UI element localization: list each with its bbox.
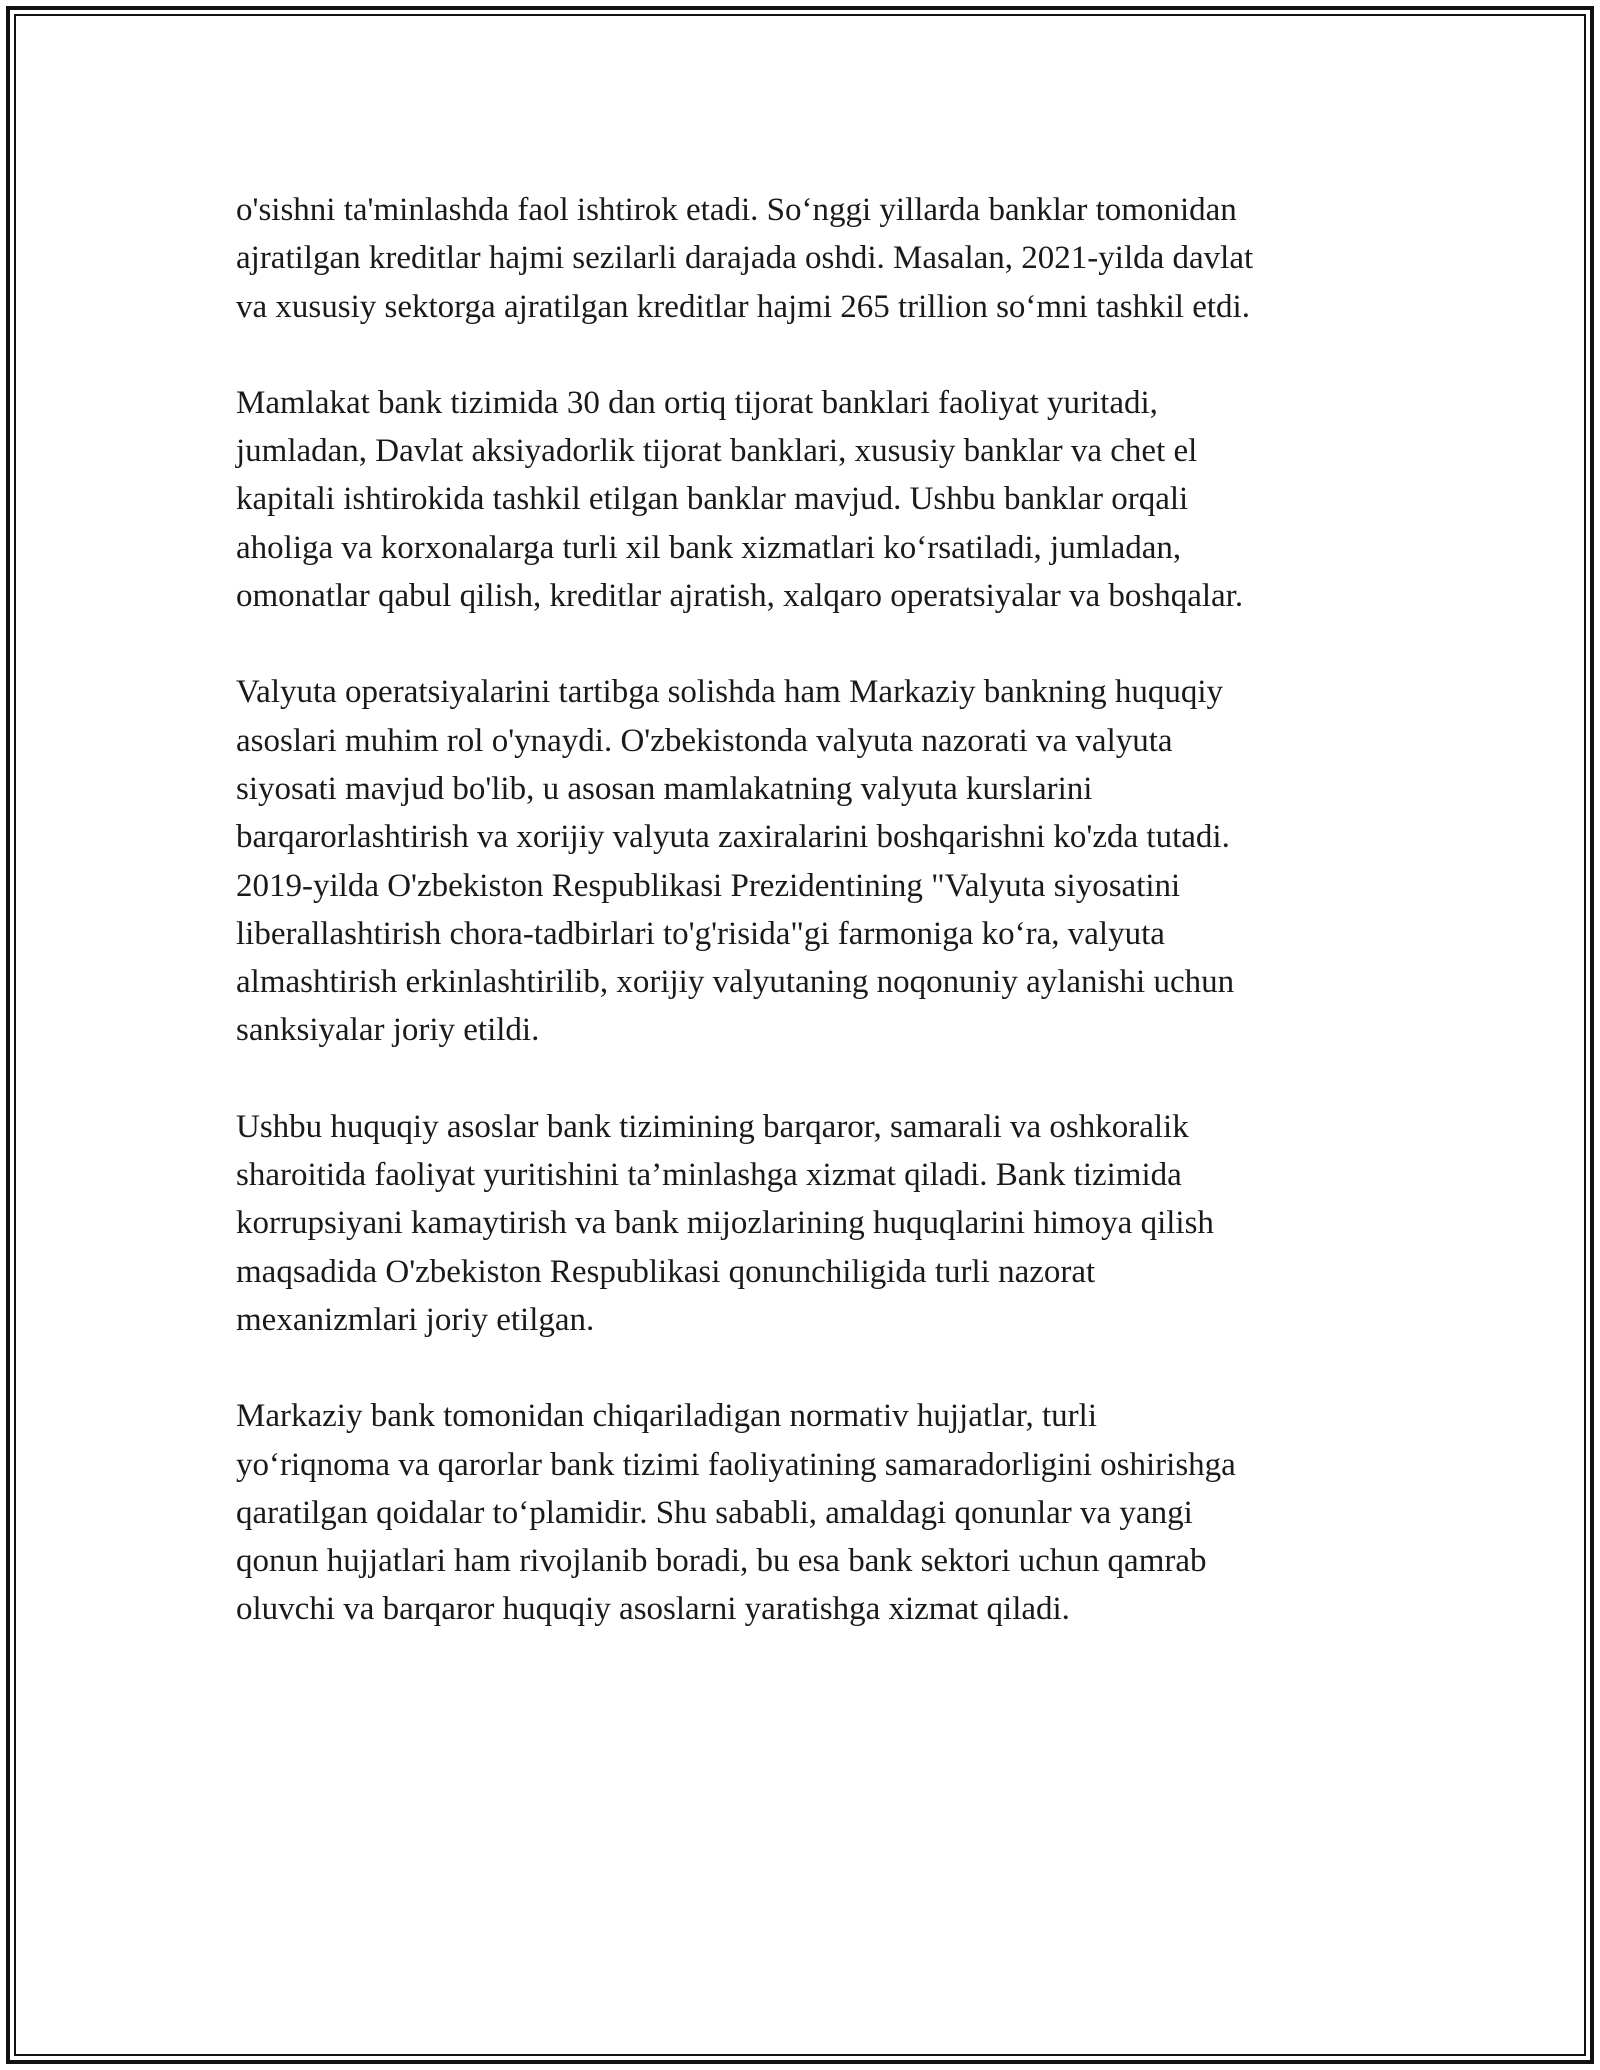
text-line: jumladan, Davlat aksiyadorlik tijorat banklari, xususiy banklar va chet el — [236, 433, 1198, 470]
text-line: sharoitida faoliyat yuritishini ta’minlashga xizmat qiladi. Bank tizimida — [236, 1157, 1182, 1194]
text-line: qaratilgan qoidalar to‘plamidir. Shu sababli, amaldagi qonunlar va yangi — [236, 1494, 1193, 1531]
text-line: sanksiyalar joriy etildi. — [236, 1012, 540, 1049]
text-line: omonatlar qabul qilish, kreditlar ajratish, xalqaro operatsiyalar va boshqalar. — [236, 578, 1244, 615]
text-line: yo‘riqnoma va qarorlar bank tizimi faoliyatining samaradorligini oshirishga — [236, 1446, 1236, 1483]
paragraph-1 — [236, 186, 1376, 331]
text-line: va xususiy sektorga ajratilgan kreditlar hajmi 265 trillion so‘mni tashkil etdi. — [236, 288, 1250, 325]
text-line: aholiga va korxonalarga turli xil bank xizmatlari ko‘rsatiladi, jumladan, — [236, 529, 1182, 566]
text-line: liberallashtirish chora-tadbirlari to'g'risida"gi farmoniga ko‘ra, valyuta — [236, 915, 1165, 952]
paragraph-5 — [236, 1392, 1376, 1633]
text-line: siyosati mavjud bo'lib, u asosan mamlakatning valyuta kurslarini — [236, 770, 1093, 807]
paragraph-4 — [236, 1103, 1376, 1344]
text-line: Ushbu huquqiy asoslar bank tizimining barqaror, samarali va oshkoralik — [236, 1108, 1189, 1145]
text-line: almashtirish erkinlashtirilib, xorijiy valyutaning noqonuniy aylanishi uchun — [236, 964, 1235, 1001]
text-line: Markaziy bank tomonidan chiqariladigan normativ hujjatlar, turli — [236, 1398, 1098, 1435]
text-line: mexanizmlari joriy etilgan. — [236, 1301, 595, 1338]
text-line: qonun hujjatlari ham rivojlanib boradi, bu esa bank sektori uchun qamrab — [236, 1543, 1207, 1580]
text-line: ajratilgan kreditlar hajmi sezilarli darajada oshdi. Masalan, 2021-yilda davlat — [236, 240, 1254, 277]
text-line: maqsadida O'zbekiston Respublikasi qonunchiligida turli nazorat — [236, 1253, 1096, 1290]
text-line: o'sishni ta'minlashda faol ishtirok etadi. So‘nggi yillarda banklar tomonidan — [236, 192, 1237, 228]
text-line: oluvchi va barqaror huquqiy asoslarni yaratishga xizmat qiladi. — [236, 1591, 1070, 1628]
text-line: Valyuta operatsiyalarini tartibga solishda ham Markaziy bankning huquqiy — [236, 674, 1224, 711]
paragraph-2 — [236, 379, 1376, 620]
text-line: asoslari muhim rol o'ynaydi. O'zbekistonda valyuta nazorati va valyuta — [236, 722, 1173, 759]
text-line: kapitali ishtirokida tashkil etilgan banklar mavjud. Ushbu banklar orqali — [236, 481, 1189, 518]
paragraph-3 — [236, 668, 1376, 1054]
document-body — [236, 186, 1376, 1682]
text-line: 2019-yilda O'zbekiston Respublikasi Prezidentining "Valyuta siyosatini — [236, 867, 1181, 904]
text-line: Mamlakat bank tizimida 30 dan ortiq tijorat banklari faoliyat yuritadi, — [236, 384, 1158, 421]
text-line: korrupsiyani kamaytirish va bank mijozlarining huquqlarini himoya qilish — [236, 1205, 1214, 1242]
text-line: barqarorlashtirish va xorijiy valyuta zaxiralarini boshqarishni ko'zda tutadi. — [236, 819, 1230, 856]
